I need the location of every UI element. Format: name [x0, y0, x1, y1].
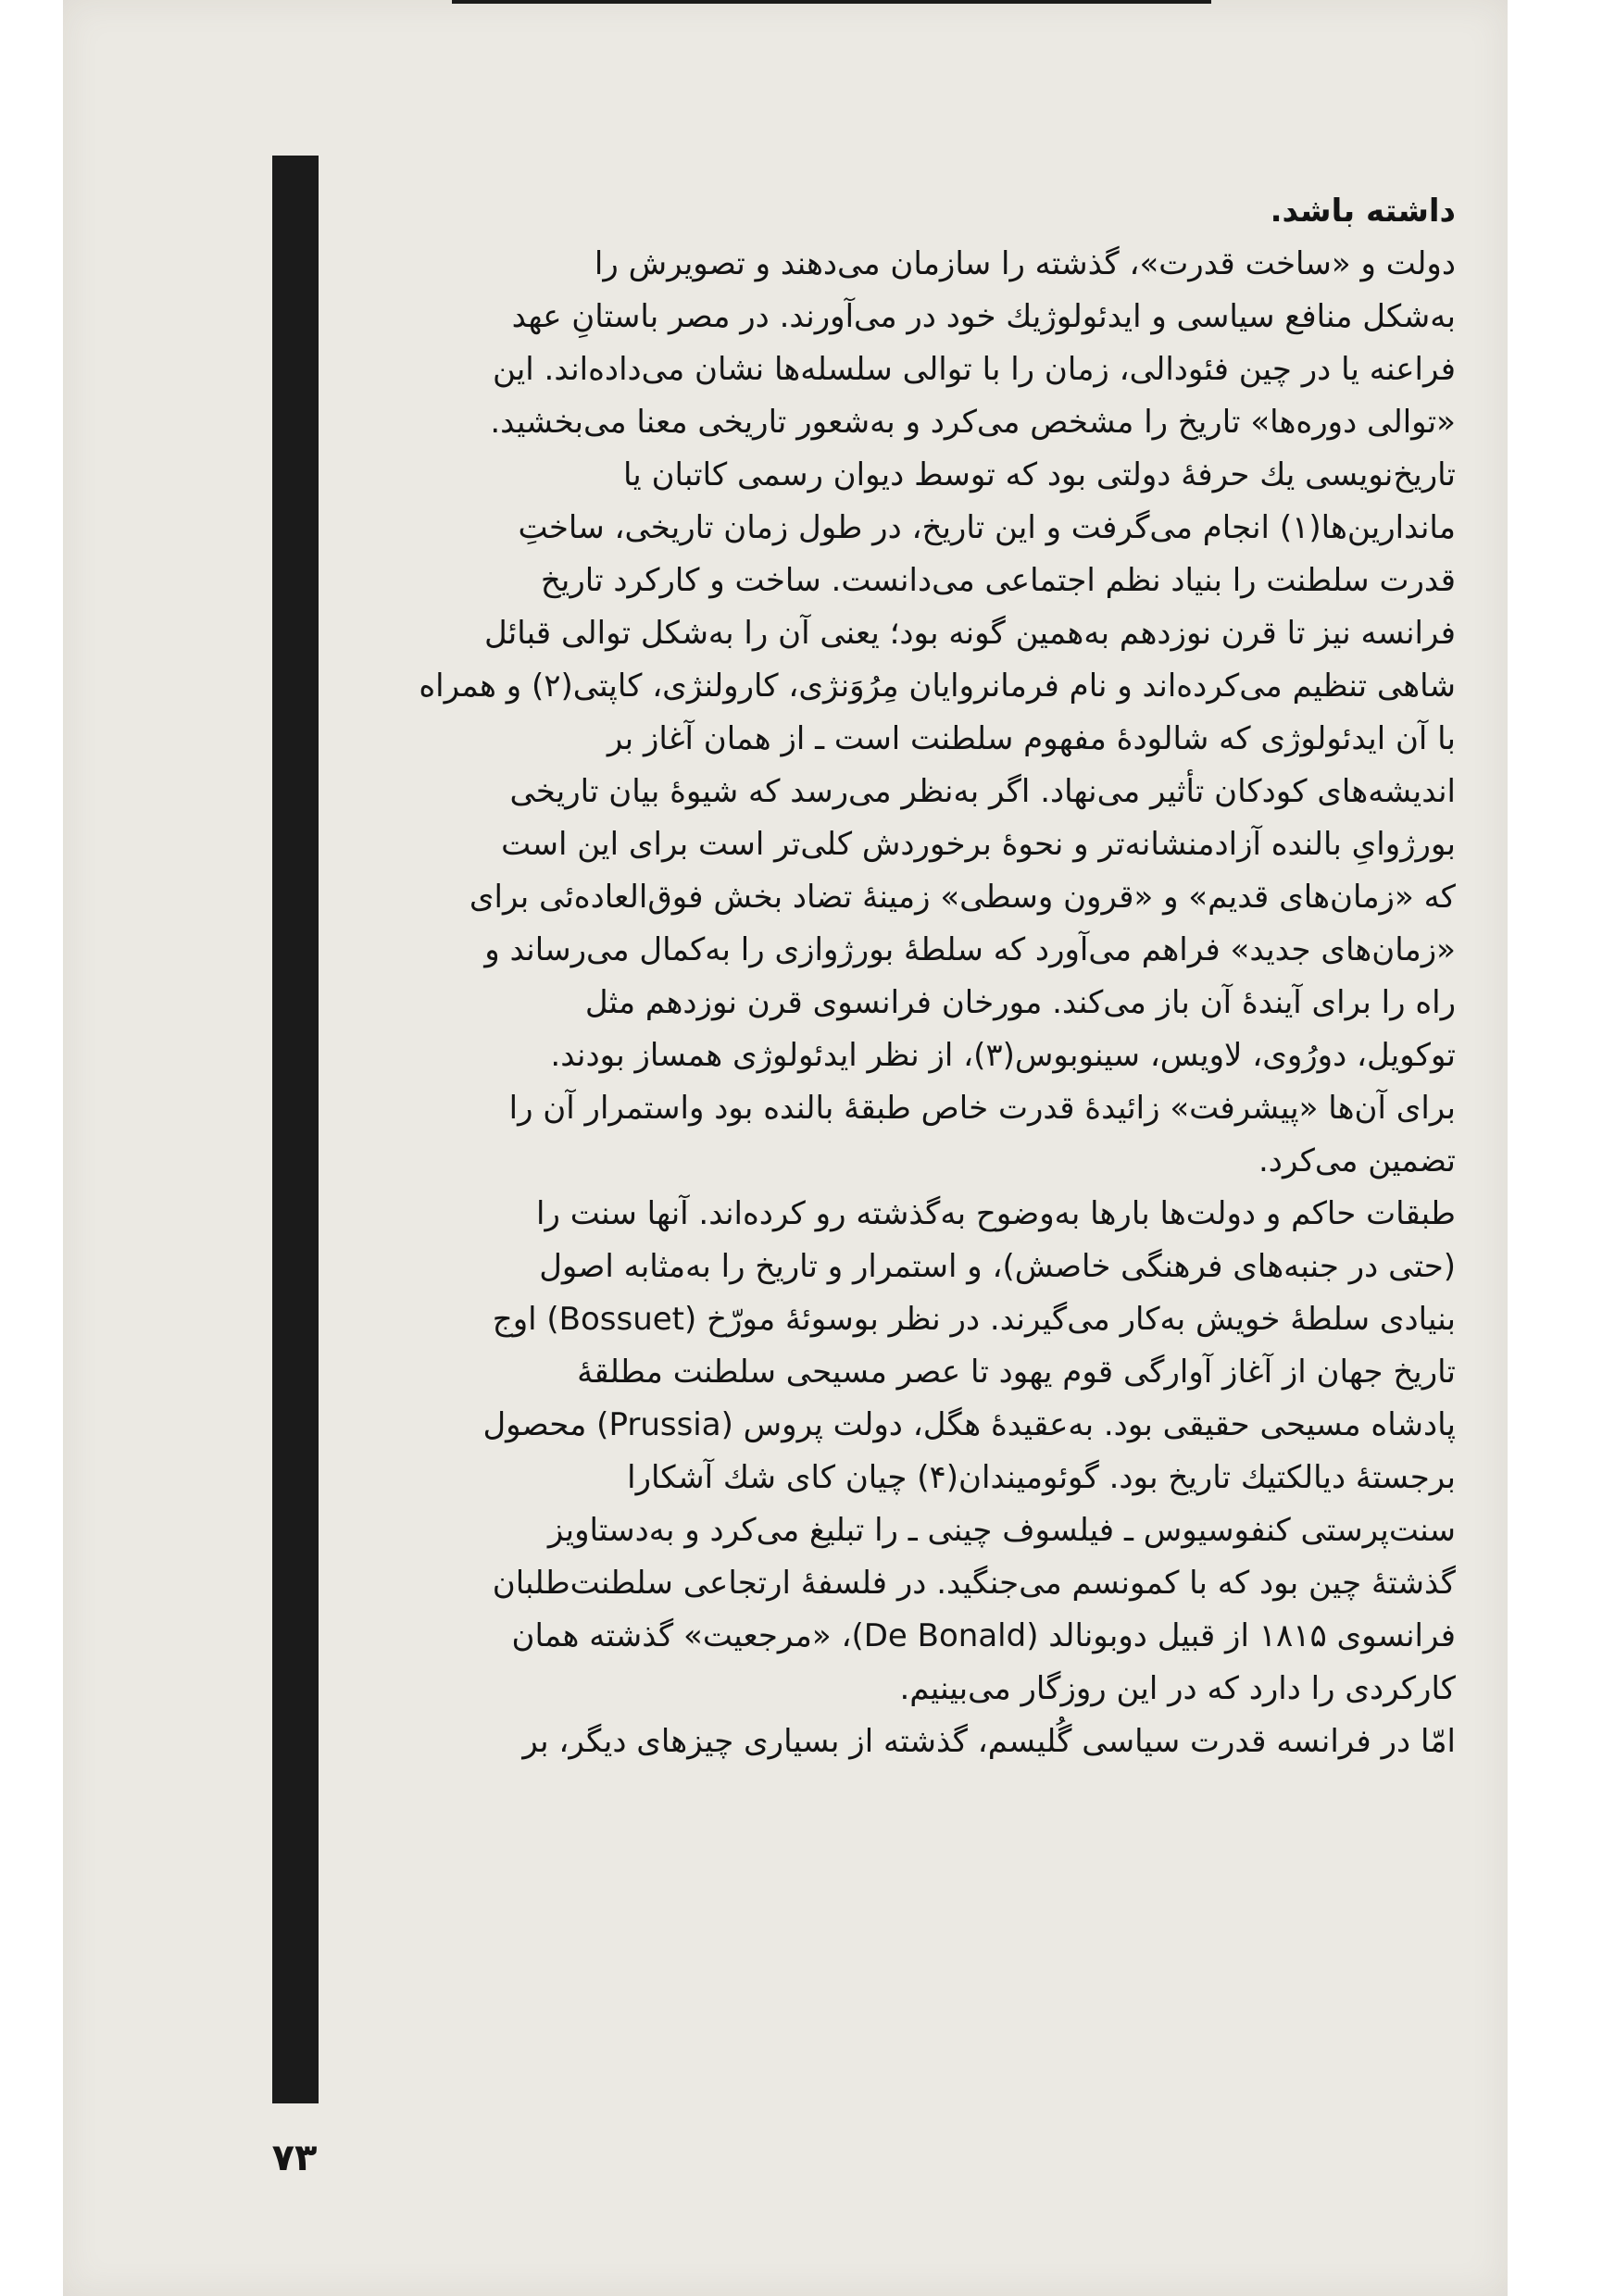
text-line: طبقات حاکم و دولت‌ها بارها به‌وضوح به‌گذشته رو کرده‌اند. آنها سنت را	[536, 1195, 1456, 1232]
text-line: بنیادی سلطهٔ خویش به‌کار می‌گیرند. در نظر بوسوئهٔ مورّخ (Bossuet) اوج	[492, 1301, 1456, 1338]
text-line: بورژوایِ بالنده آزادمنشانه‌تر و نحوهٔ برخوردش کلی‌تر است برای این است	[501, 826, 1456, 863]
text-line: ماندارین‌ها(۱) انجام می‌گرفت و این تاریخ، در طول زمان تاریخی، ساختِ	[518, 509, 1456, 546]
text-line: فرانسه نیز تا قرن نوزدهم به‌همین گونه بود؛ یعنی آن را به‌شکل توالی قبائل	[484, 615, 1456, 652]
text-line: گذشتهٔ چین بود که با کمونسم می‌جنگید. در فلسفهٔ ارتجاعی سلطنت‌طلبان	[492, 1565, 1456, 1602]
text-line: (حتی در جنبه‌های فرهنگی خاصش)، و استمرار و تاریخ را به‌مثابه اصول	[539, 1248, 1456, 1285]
text-line: سنت‌پرستی کنفوسیوس ـ فیلسوف چینی ـ را تبلیغ می‌کرد و به‌دستاویز	[547, 1512, 1456, 1549]
text-line: فراعنه یا در چین فئودالی، زمان را با توالی سلسله‌ها نشان می‌داده‌اند. این	[492, 351, 1456, 388]
text-line: به‌شکل منافع سیاسی و ایدئولوژیك خود در می‌آورند. در مصر باستانِ عهد	[511, 298, 1456, 335]
text-line: «زمان‌های جدید» فراهم می‌آورد که سلطهٔ بورژوازی را به‌کمال می‌رساند و	[484, 931, 1456, 968]
body-text	[328, 185, 1456, 1768]
text-line: امّا در فرانسه قدرت سیاسی گُلیسم، گذشته از بسیاری چیزهای دیگر، بر	[522, 1723, 1456, 1760]
page-number: ۷۳	[271, 2137, 318, 2179]
text-line: راه را برای آیندهٔ آن باز می‌کند. مورخان فرانسوی قرن نوزدهم مثل	[584, 984, 1456, 1021]
text-line: برای آن‌ها «پیشرفت» زائیدهٔ قدرت خاص طبقهٔ بالنده بود واستمرار آن را	[508, 1090, 1456, 1127]
text-line: توکویل، دورُوی، لاویس، سینوبوس(۳)، از نظر ایدئولوژی همساز بودند.	[550, 1037, 1456, 1074]
text-line: اندیشه‌های کودکان تأثیر می‌نهاد. اگر به‌نظر می‌رسد که شیوهٔ بیان تاریخی	[509, 773, 1456, 810]
text-line: برجستهٔ دیالکتیك تاریخ بود. گوئومیندان(۴) چیان کای شك آشکارا	[627, 1459, 1456, 1496]
top-edge-rule	[452, 0, 1211, 4]
text-line: فرانسوی ۱۸۱۵ از قبیل دوبونالد (De Bonald)، «مرجعیت» گذشته همان	[511, 1617, 1456, 1654]
text-line: تاریخ جهان از آغاز آوارگی قوم یهود تا عصر مسیحی سلطنت مطلقهٔ	[577, 1354, 1456, 1391]
text-line: دولت و «ساخت قدرت»، گذشته را سازمان می‌دهند و تصویرش را	[594, 245, 1456, 282]
text-line: «توالی دوره‌ها» تاریخ را مشخص می‌کرد و به‌شعور تاریخی معنا می‌بخشید.	[490, 404, 1456, 441]
text-line: تضمین می‌کرد.	[1258, 1142, 1456, 1179]
scanned-page	[63, 0, 1508, 2296]
text-line: شاهی تنظیم می‌کرده‌اند و نام فرمانروایان مِرُوَنژی، کارولنژی، کاپتی(۲) و همراه	[419, 668, 1456, 705]
text-line: تاریخ‌نویسی یك حرفهٔ دولتی بود که توسط دیوان رسمی کاتبان یا	[622, 456, 1456, 493]
text-line: کارکردی را دارد که در این روزگار می‌بینیم.	[899, 1670, 1456, 1707]
text-line: که «زمان‌های قدیم» و «قرون وسطی» زمینهٔ تضاد بخش فوق‌العاده‌ئی برای	[469, 879, 1456, 916]
margin-bar	[272, 156, 319, 2103]
text-line: داشته باشد.	[1270, 193, 1456, 230]
text-line: با آن ایدئولوژی که شالودهٔ مفهوم سلطنت است ـ از همان آغاز بر	[607, 720, 1456, 757]
text-line: پادشاه مسیحی حقیقی بود. به‌عقیدهٔ هگل، دولت پروس (Prussia) محصول	[482, 1406, 1456, 1443]
text-line: قدرت سلطنت را بنیاد نظم اجتماعی می‌دانست. ساخت و کارکرد تاریخ	[540, 562, 1456, 599]
